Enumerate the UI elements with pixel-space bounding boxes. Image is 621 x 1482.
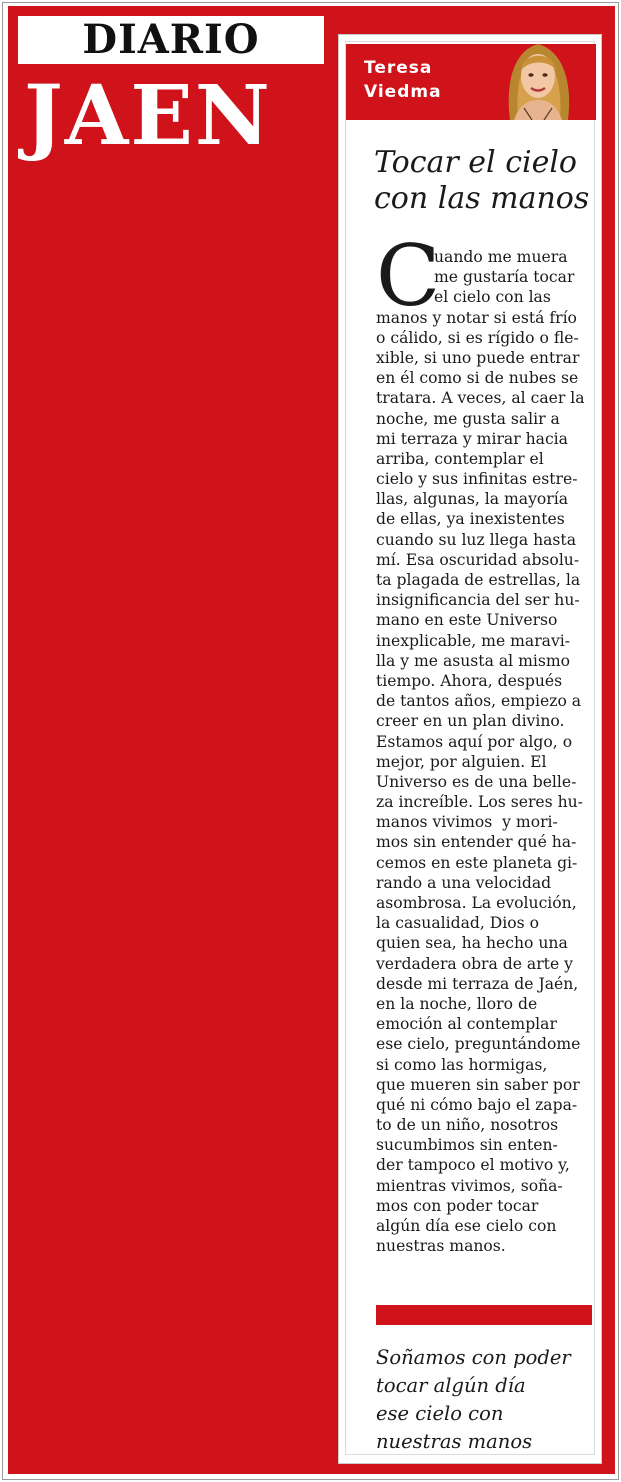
author-photo	[488, 30, 588, 120]
author-first-name: Teresa	[364, 58, 433, 78]
article-body-line: creer en un plan divino.	[376, 712, 565, 731]
article-body-line: me gustaría tocar	[434, 268, 575, 287]
author-portrait-image	[488, 30, 588, 120]
article-body-line: mano en este Universo	[376, 611, 558, 630]
article-body-line: inexplicable, me maravi-	[376, 631, 571, 650]
article-body-line: de tantos años, empiezo a	[376, 692, 582, 711]
pull-quote-line: tocar algún día	[376, 1374, 526, 1397]
article-body-line: rando a una velocidad	[376, 873, 552, 892]
masthead-diario: DIARIO	[82, 16, 260, 63]
article-body-line: la casualidad, Dios o	[376, 914, 539, 933]
article-body-line: qué ni cómo bajo el zapa-	[376, 1095, 578, 1114]
article-body-line: de ellas, ya inexistentes	[376, 510, 565, 529]
article-body-line: algún día ese cielo con	[376, 1217, 557, 1235]
pull-quote-line: ese cielo con	[376, 1402, 504, 1425]
article-body-line: manos vivimos y mori-	[376, 813, 558, 832]
masthead-jaen: JAEN	[24, 68, 272, 164]
article-body-line: insignificancia del ser hu-	[376, 591, 580, 610]
article-body-line: verdadera obra de arte y	[376, 954, 573, 973]
article-body-line: arriba, contemplar el	[376, 449, 544, 468]
article-body-line: uando me muera	[434, 248, 568, 266]
article-body-line: mientras vivimos, soña-	[376, 1176, 563, 1195]
article-body-line: en la noche, lloro de	[376, 994, 538, 1013]
article-body-line: que mueren sin saber por	[376, 1075, 580, 1094]
author-band	[346, 44, 596, 120]
article-body-line: quien sea, ha hecho una	[376, 934, 568, 953]
article-body-line: en él como si de nubes se	[376, 369, 579, 388]
article-body-line: el cielo con las	[434, 288, 551, 307]
red-divider-bar	[376, 1305, 592, 1325]
article-body-line: mejor, por alguien. El	[376, 752, 547, 771]
masthead-logo	[18, 16, 324, 164]
article-body-line: desde mi terraza de Jaén,	[376, 974, 579, 993]
article-body-line: tratara. A veces, al caer la	[376, 389, 585, 408]
article-body-line: Estamos aquí por algo, o	[376, 732, 573, 751]
article-body-line: cielo y sus infinitas estre-	[376, 470, 578, 489]
article-body-line: Universo es de una belle-	[376, 772, 577, 791]
pull-quote-line: Soñamos con poder	[376, 1346, 571, 1369]
article-title-line: Tocar el cielo	[374, 145, 577, 180]
article-body-line: ta plagada de estrellas, la	[376, 571, 581, 589]
article-body-line: noche, me gusta salir a	[376, 409, 560, 428]
article-body-line: asombrosa. La evolución,	[376, 894, 577, 912]
article-body-line: mos sin entender qué ha-	[376, 833, 577, 852]
article-body-line: emoción al contemplar	[376, 1015, 557, 1034]
article-body-line: tiempo. Ahora, después	[376, 671, 563, 690]
article-body-line: mí. Esa oscuridad absolu-	[376, 550, 580, 569]
article-body-line: nuestras manos.	[376, 1237, 506, 1256]
article-body	[376, 247, 600, 1256]
article-body-line: sucumbimos sin enten-	[376, 1136, 558, 1155]
article-body-line: manos y notar si está frío	[376, 308, 577, 327]
article-body-line: ese cielo, preguntándome	[376, 1035, 581, 1054]
article-body-line: xible, si uno puede entrar	[376, 348, 580, 367]
article-body-line: si como las hormigas,	[376, 1055, 548, 1074]
pull-quote	[376, 1344, 600, 1456]
article-body-line: llas, algunas, la mayoría	[376, 490, 569, 509]
article-body-line: cuando su luz llega hasta	[376, 530, 576, 549]
article-body-line: mi terraza y mirar hacia	[376, 429, 568, 448]
article-title	[374, 145, 600, 217]
article-body-line: to de un niño, nosotros	[376, 1116, 559, 1135]
article-body-line: lla y me asusta al mismo	[376, 651, 571, 670]
drop-cap: C	[376, 227, 441, 325]
article-body-line: mos con poder tocar	[376, 1196, 539, 1215]
article-body-line: der tampoco el motivo y,	[376, 1156, 570, 1175]
article-title-line: con las manos	[374, 181, 590, 216]
pull-quote-line: nuestras manos	[376, 1430, 533, 1453]
article-body-line: za increíble. Los seres hu-	[376, 793, 583, 812]
author-last-name: Viedma	[364, 82, 442, 102]
article-body-line: o cálido, si es rígido o fle-	[376, 328, 579, 347]
article-body-line: cemos en este planeta gi-	[376, 853, 578, 872]
